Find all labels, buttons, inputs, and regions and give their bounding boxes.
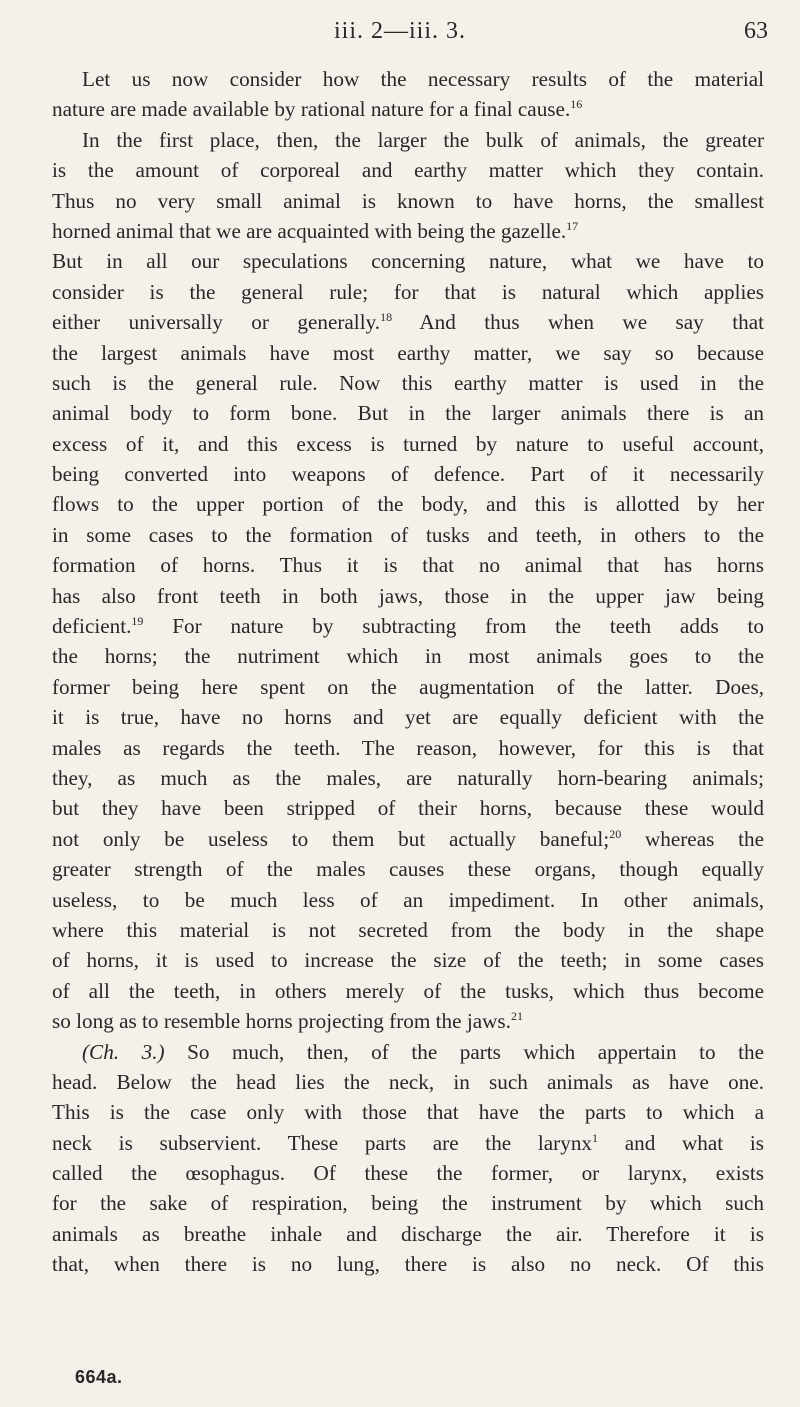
text-line: [52, 125, 764, 155]
text-segment: animals as breathe inhale and discharge the air. Therefore it is: [52, 1221, 764, 1246]
text-line: [52, 915, 764, 945]
text-segment: flows to the upper portion of the body, and this is allotted by her: [52, 492, 764, 517]
text-line: [52, 733, 764, 763]
text-segment: For nature by subtracting from the teeth adds to: [143, 614, 764, 639]
text-segment: former being here spent on the augmentation of the latter. Does,: [52, 674, 764, 699]
text-line: [52, 489, 764, 519]
text-line: [52, 1097, 764, 1127]
text-segment: in some cases to the formation of tusks and teeth, in others to the: [52, 522, 764, 547]
text-segment: of all the teeth, in others merely of the tusks, which thus become: [52, 978, 764, 1003]
text-segment: but they have been stripped of their horns, because these would: [52, 796, 764, 821]
text-line: [52, 338, 764, 368]
footnote-marker: 20: [609, 826, 622, 841]
text-segment: males as regards the teeth. The reason, however, for this is that: [52, 735, 764, 760]
text-line: [52, 520, 764, 550]
text-segment: But in all our speculations concerning nature, what we have to: [52, 249, 764, 274]
text-line: [52, 945, 764, 975]
text-segment: greater strength of the males causes these organs, though equally: [52, 857, 764, 882]
running-head: iii. 2—iii. 3.: [333, 18, 466, 44]
chapter-mark: (Ch. 3.): [82, 1039, 188, 1064]
text-line: [52, 611, 764, 641]
text-line: [52, 64, 764, 94]
page-number: 63: [744, 18, 768, 44]
body-text: [52, 64, 764, 1280]
text-line: [52, 307, 764, 337]
text-line: [52, 885, 764, 915]
text-line: [52, 368, 764, 398]
text-segment: the largest animals have most earthy matter, we say so because: [52, 340, 764, 365]
text-segment: And thus when we say that: [392, 310, 764, 335]
text-line: [52, 976, 764, 1006]
text-segment: has also front teeth in both jaws, those in the upper jaw being: [52, 583, 764, 608]
text-segment: nature are made available by rational nature for a final cause.: [52, 97, 571, 122]
text-line: [52, 581, 764, 611]
text-segment: excess of it, and this excess is turned by nature to useful account,: [52, 431, 764, 456]
text-segment: such is the general rule. Now this earthy matter is used in the: [52, 370, 764, 395]
text-segment: either universally or generally.: [52, 310, 381, 335]
text-line: [52, 1037, 764, 1067]
text-segment: the horns; the nutriment which in most animals goes to the: [52, 644, 764, 669]
text-segment: they, as much as the males, are naturally horn-bearing animals;: [52, 765, 764, 790]
text-line: [52, 429, 764, 459]
text-segment: useless, to be much less of an impediment. In other animals,: [52, 887, 764, 912]
text-line: [52, 1219, 764, 1249]
text-line: [52, 94, 764, 124]
text-segment: whereas the: [621, 826, 764, 851]
text-segment: So much, then, of the parts which appertain to the: [187, 1039, 764, 1064]
text-segment: not only be useless to them but actually baneful;: [52, 826, 610, 851]
footnote-marker: 19: [131, 614, 144, 629]
text-segment: for the sake of respiration, being the instrument by which such: [52, 1191, 764, 1216]
text-segment: so long as to resemble horns projecting from the jaws.: [52, 1009, 511, 1034]
text-segment: it is true, have no horns and yet are equally deficient with the: [52, 705, 764, 730]
text-line: [52, 155, 764, 185]
text-segment: Thus no very small animal is known to have horns, the smallest: [52, 188, 764, 213]
text-segment: and what is: [598, 1130, 764, 1155]
text-line: [52, 824, 764, 854]
text-line: [52, 398, 764, 428]
text-segment: where this material is not secreted from the body in the shape: [52, 917, 764, 942]
text-segment: head. Below the head lies the neck, in such animals as have one.: [52, 1069, 764, 1094]
footnote-marker: 1: [592, 1130, 599, 1145]
footnote-marker: 17: [566, 218, 579, 233]
text-segment: that, when there is no lung, there is also no neck. Of this: [52, 1252, 764, 1277]
text-line: [52, 1006, 764, 1036]
text-segment: deficient.: [52, 614, 132, 639]
text-line: [52, 216, 764, 246]
text-line: [52, 1158, 764, 1188]
text-line: [52, 702, 764, 732]
text-line: [52, 186, 764, 216]
text-line: [52, 1067, 764, 1097]
text-segment: horned animal that we are acquainted with being the gazelle.: [52, 218, 567, 243]
signature-mark: 664a.: [75, 1367, 123, 1387]
footnote-marker: 16: [570, 97, 583, 112]
text-segment: Let us now consider how the necessary results of the material: [82, 67, 764, 91]
text-line: [52, 672, 764, 702]
text-segment: called the œsophagus. Of these the former, or larynx, exists: [52, 1161, 764, 1186]
text-segment: is the amount of corporeal and earthy matter which they contain.: [52, 158, 764, 183]
text-line: [52, 1188, 764, 1218]
text-line: [52, 1249, 764, 1279]
text-segment: consider is the general rule; for that is natural which applies: [52, 279, 764, 304]
text-line: [52, 854, 764, 884]
text-segment: being converted into weapons of defence. Part of it necessarily: [52, 462, 764, 487]
text-segment: This is the case only with those that have the parts to which a: [52, 1100, 764, 1125]
footnote-marker: 21: [510, 1009, 523, 1024]
text-segment: of horns, it is used to increase the size of the teeth; in some cases: [52, 948, 764, 973]
text-line: [52, 763, 764, 793]
text-line: [52, 459, 764, 489]
text-segment: In the first place, then, the larger the bulk of animals, the greater: [82, 127, 764, 152]
footnote-marker: 18: [380, 310, 393, 325]
text-line: [52, 793, 764, 823]
text-segment: formation of horns. Thus it is that no animal that has horns: [52, 553, 764, 578]
text-segment: neck is subservient. These parts are the larynx: [52, 1130, 593, 1155]
text-line: [52, 641, 764, 671]
text-line: [52, 1128, 764, 1158]
text-segment: animal body to form bone. But in the larger animals there is an: [52, 401, 764, 426]
text-line: [52, 246, 764, 276]
page-header: [0, 12, 800, 48]
text-line: [52, 550, 764, 580]
text-line: [52, 277, 764, 307]
